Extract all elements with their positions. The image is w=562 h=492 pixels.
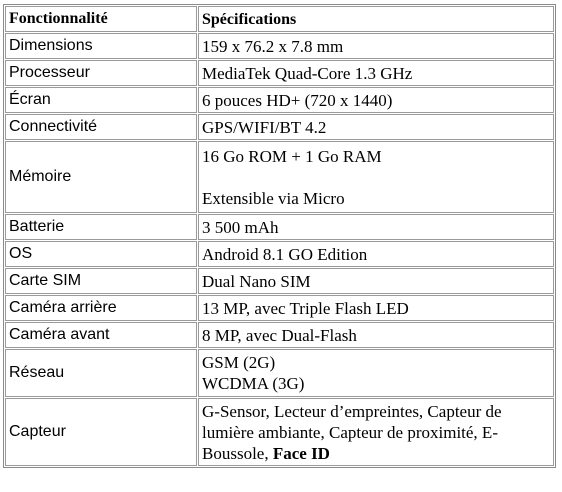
feature-cell: Mémoire xyxy=(5,141,197,213)
table-row xyxy=(5,349,554,397)
face-id-label: Face ID xyxy=(272,443,330,463)
value-cell xyxy=(198,141,554,213)
value-cell: Android 8.1 GO Edition xyxy=(198,241,554,267)
value-cell: 159 x 76.2 x 7.8 mm xyxy=(198,33,554,59)
value-cell xyxy=(198,349,554,397)
feature-cell: Caméra avant xyxy=(5,322,197,348)
sensor-list: G-Sensor, Lecteur d’empreintes, Capteur de lumière ambiante, Capteur de proximité, E-Boussole, xyxy=(202,401,502,463)
table-row xyxy=(5,114,554,140)
value-cell: 6 pouces HD+ (720 x 1440) xyxy=(198,87,554,113)
header-feature: Fonctionnalité xyxy=(5,6,197,32)
feature-cell: Connectivité xyxy=(5,114,197,140)
value-cell: 3 500 mAh xyxy=(198,214,554,240)
value-cell: 13 MP, avec Triple Flash LED xyxy=(198,295,554,321)
feature-cell: Capteur xyxy=(5,398,197,466)
header-specs: Spécifications xyxy=(198,6,554,32)
feature-cell: OS xyxy=(5,241,197,267)
feature-cell: Processeur xyxy=(5,60,197,86)
value-cell: GPS/WIFI/BT 4.2 xyxy=(198,114,554,140)
value-cell: Dual Nano SIM xyxy=(198,268,554,294)
table-row xyxy=(5,322,554,348)
table-row xyxy=(5,241,554,267)
table-row xyxy=(5,398,554,466)
blank-line xyxy=(202,167,550,188)
feature-cell: Écran xyxy=(5,87,197,113)
table-row xyxy=(5,214,554,240)
value-line: GSM (2G) xyxy=(202,353,276,372)
table-header-row xyxy=(5,6,554,32)
spec-table-container xyxy=(3,4,556,468)
feature-cell: Batterie xyxy=(5,214,197,240)
feature-cell: Caméra arrière xyxy=(5,295,197,321)
feature-cell: Réseau xyxy=(5,349,197,397)
feature-cell: Carte SIM xyxy=(5,268,197,294)
value-cell: MediaTek Quad-Core 1.3 GHz xyxy=(198,60,554,86)
spec-table xyxy=(3,4,556,468)
value-line: 16 Go ROM + 1 Go RAM xyxy=(202,146,382,166)
value-cell: 8 MP, avec Dual-Flash xyxy=(198,322,554,348)
table-row xyxy=(5,268,554,294)
value-cell xyxy=(198,398,554,466)
table-row xyxy=(5,60,554,86)
table-row xyxy=(5,87,554,113)
table-row xyxy=(5,33,554,59)
value-line: Extensible via Micro xyxy=(202,188,345,208)
table-row xyxy=(5,141,554,213)
value-line: WCDMA (3G) xyxy=(202,374,305,393)
feature-cell: Dimensions xyxy=(5,33,197,59)
table-row xyxy=(5,295,554,321)
